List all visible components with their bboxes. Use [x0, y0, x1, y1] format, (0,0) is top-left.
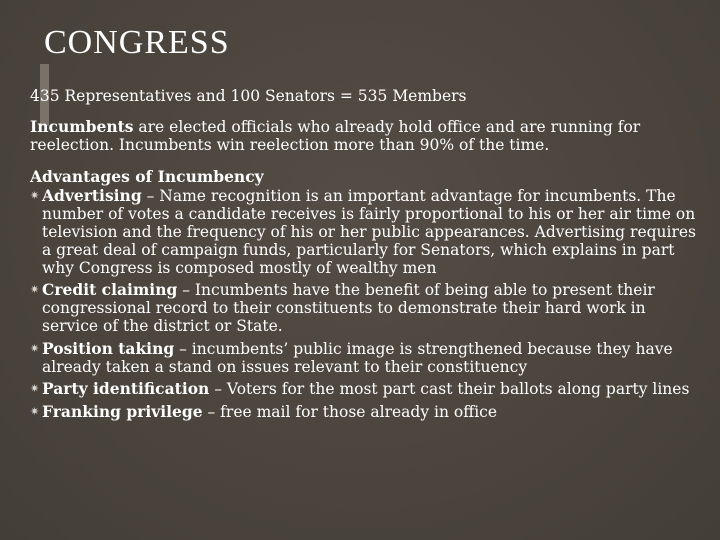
asterisk-bullet-icon: ✷ [30, 283, 40, 297]
list-item [30, 281, 700, 335]
slide-title: CONGRESS [44, 24, 230, 61]
advantage-term: Party identification [42, 379, 210, 399]
incumbents-term: Incumbents [30, 116, 134, 136]
advantage-term: Credit claiming [42, 280, 178, 300]
advantage-text: – Name recognition is an important advantage for incumbents. The number of votes a candidate receives is fairly proportional to his or her air time on television and the frequency of his or her public appearances. Advertising requires a great deal of campaign funds, particularly for Senators, which explains in part why Congress is composed mostly of wealthy men [42, 187, 697, 277]
advantage-term: Advertising [42, 186, 142, 206]
list-item [30, 187, 700, 277]
asterisk-bullet-icon: ✷ [30, 341, 40, 355]
advantage-text: – free mail for those already in office [202, 403, 498, 422]
list-item [30, 403, 700, 422]
slide-content [30, 88, 700, 426]
members-line: 435 Representatives and 100 Senators = 535 Members [30, 87, 467, 105]
advantage-text: – Voters for the most part cast their ballots along party lines [209, 380, 690, 399]
advantages-list [30, 187, 700, 422]
advantage-term: Franking privilege [42, 402, 203, 422]
list-item [30, 380, 700, 399]
advantage-term: Position taking [42, 338, 175, 358]
incumbents-paragraph [30, 118, 700, 155]
asterisk-bullet-icon: ✷ [30, 189, 40, 203]
advantage-text: – Incumbents have the benefit of being able to present their congressional record to their constituents to demonstrate their hard work in service of the district or State. [42, 281, 655, 335]
asterisk-bullet-icon: ✷ [30, 382, 40, 396]
list-item [30, 340, 700, 377]
asterisk-bullet-icon: ✷ [30, 405, 40, 419]
advantages-heading: Advantages of Incumbency [30, 167, 264, 187]
advantage-text: – incumbents’ public image is strengthened because they have already taken a stand on issues relevant to their constituency [42, 339, 673, 376]
incumbents-definition: are elected officials who already hold office and are running for reelection. Incumbents win reelection more than 90% of the time. [30, 117, 641, 154]
